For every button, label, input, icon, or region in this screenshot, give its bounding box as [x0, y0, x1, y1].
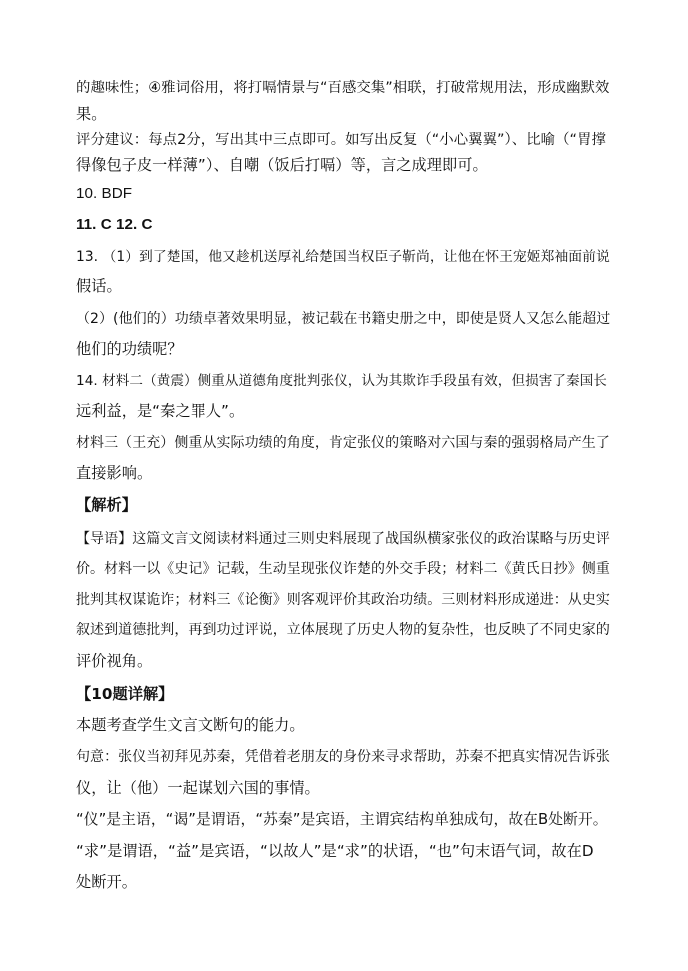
answer-14: 14. 材料二（黄震）侧重从道德角度批判张仪，认为其欺诈手段虽有效，但损害了秦国长 [76, 373, 607, 389]
answer-13-part2: （2）(他们的）功绩卓著效果明显，被记载在书籍史册之中，即使是贤人又怎么能超过 [76, 311, 611, 327]
text-line: “仪”是主语，“谒”是谓语，“苏秦”是宾语，主谓宾结构单独成句，故在B处断开。 [76, 811, 608, 828]
text-line: “求”是谓语，“益”是宾语，“以故人”是“求”的状语，“也”句末语气词，故在D [76, 842, 594, 860]
intro-paragraph-line: 评价视角。 [76, 652, 153, 670]
answer-11-12: 11. C 12. C [76, 216, 153, 233]
text-line: 果。 [76, 105, 107, 123]
intro-paragraph-line: 价。材料一以《史记》记载，生动呈现张仪诈楚的外交手段；材料二《黄氏日抄》侧重 [76, 561, 610, 577]
text-line: 他们的功绩呢？ [76, 340, 183, 358]
text-line: 直接影响。 [76, 464, 153, 482]
intro-paragraph-line: 批判其权谋诡诈；材料三《论衡》则客观评价其政治功绩。三则材料形成递进：从史实 [76, 592, 610, 608]
text-line: 材料三（王充）侧重从实际功绩的角度，肯定张仪的策略对六国与秦的强弱格局产生了 [76, 435, 610, 451]
text-line: 处断开。 [76, 873, 137, 891]
text-line: 句意：张仪当初拜见苏秦，凭借着老朋友的身份来寻求帮助，苏秦不把真实情况告诉张 [76, 749, 610, 765]
text-line: 得像包子皮一样薄”）、自嘲（饭后打嗝）等，言之成理即可。 [76, 156, 488, 174]
answer-13-part1: 13. （1）到了楚国，他又趁机送厚礼给楚国当权臣子靳尚，让他在怀王宠姬郑袖面前说 [76, 249, 610, 265]
text-line: 假话。 [76, 277, 122, 295]
text-line: 远利益，是“秦之罪人”。 [76, 402, 245, 420]
section-heading-analysis: 【解析】 [76, 496, 137, 514]
text-line: 评分建议：每点2分，写出其中三点即可。如写出反复（“小心翼翼”）、比喻（“胃撑 [76, 132, 606, 148]
text-line: 本题考查学生文言文断句的能力。 [76, 716, 305, 734]
intro-paragraph-line: 【导语】这篇文言文阅读材料通过三则史料展现了战国纵横家张仪的政治谋略与历史评 [76, 531, 610, 547]
intro-paragraph-line: 叙述到道德批判，再到功过评说，立体展现了历史人物的复杂性，也反映了不同史家的 [76, 622, 610, 638]
text-line: 的趣味性；④雅词俗用，将打嗝情景与“百感交集”相联，打破常规用法，形成幽默效 [76, 80, 610, 96]
section-heading-q10: 【10题详解】 [76, 685, 174, 703]
text-line: 仪，让（他）一起谋划六国的事情。 [76, 779, 320, 797]
answer-10: 10. BDF [76, 185, 133, 202]
